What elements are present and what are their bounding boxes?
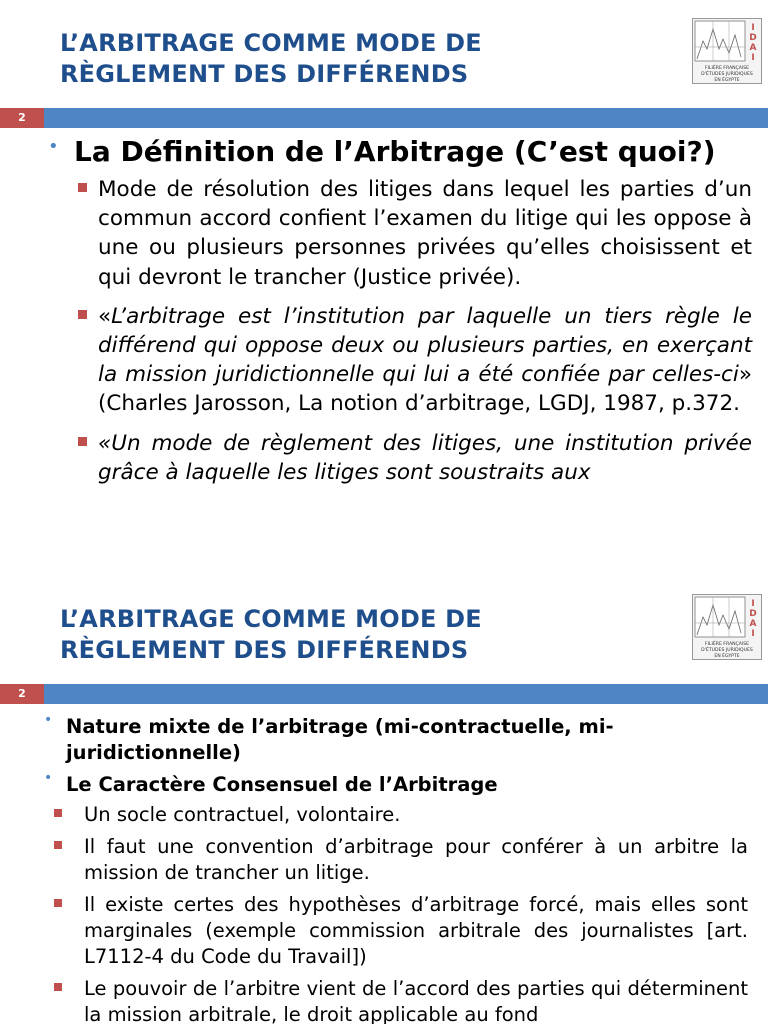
title-line-2: RÈGLEMENT DES DIFFÉRENDS (60, 60, 469, 88)
slide-content (0, 134, 768, 487)
svg-text:D: D (749, 33, 757, 43)
svg-text:I: I (751, 53, 755, 63)
list-item (0, 302, 768, 419)
second-quote: «Un mode de règlement des litiges, une institution privée grâce à laquelle les litiges sont soustraits aux (98, 430, 752, 485)
list-item (0, 892, 768, 970)
jarosson-quote: L’arbitrage est l’institution par laquelle un tiers règle le différend qui oppose deux ou plusieurs parties, en exerçant la mission juridictionnelle qui lui a été confiée par celles-ci (98, 303, 752, 388)
svg-text:FILIÈRE FRANÇAISE: FILIÈRE FRANÇAISE (704, 66, 750, 71)
slide-title (60, 604, 660, 666)
definition-heading: La Définition de l’Arbitrage (C’est quoi?) (74, 135, 716, 168)
square-bullet-icon (78, 310, 87, 319)
title-line-1: L’ARBITRAGE COMME MODE DE (60, 29, 482, 57)
list-item-text: Le pouvoir de l’arbitre vient de l’accord des parties qui déterminent la mission arbitrale, le droit applicable au fond (84, 977, 748, 1024)
heading-bullet (0, 772, 768, 798)
slide-number: 2 (0, 108, 44, 128)
svg-text:FILIÈRE FRANÇAISE: FILIÈRE FRANÇAISE (704, 642, 750, 647)
svg-text:A: A (749, 43, 757, 53)
quote-open: « (98, 303, 112, 329)
svg-text:I: I (751, 629, 755, 639)
list-item (0, 976, 768, 1024)
bullet-dot-icon: • (48, 136, 59, 157)
definition-text: Mode de résolution des litiges dans lequel les parties d’un commun accord confient l’examen du litige qui les oppose à une ou plusieurs personnes privées qu’elles choisissent et qui devront le trancher (Justice privée). (98, 177, 752, 290)
slide-content (0, 714, 768, 1024)
list-item (0, 429, 768, 487)
nature-heading: Nature mixte de l’arbitrage (mi-contractuelle, mi-juridictionnelle) (66, 715, 614, 764)
slide-2 (0, 588, 768, 1024)
svg-text:EN ÉGYPTE: EN ÉGYPTE (714, 654, 740, 659)
svg-text:D'ÉTUDES JURIDIQUES: D'ÉTUDES JURIDIQUES (701, 72, 753, 77)
jarosson-citation: » (Charles Jarosson, La notion d’arbitrage, LGDJ, 1987, p.372. (98, 362, 752, 417)
list-item (0, 175, 768, 292)
idai-logo (692, 594, 762, 660)
square-bullet-icon (54, 841, 62, 849)
slide-number: 2 (0, 684, 44, 704)
svg-text:I: I (751, 23, 755, 33)
idai-logo (692, 18, 762, 84)
list-item-text: Il existe certes des hypothèses d’arbitrage forcé, mais elles sont marginales (exemple commission arbitrale des journalistes [art. L7112-4 du Code du Travail]) (84, 893, 748, 968)
svg-text:D: D (749, 609, 757, 619)
list-item (0, 834, 768, 886)
bullet-dot-icon: • (44, 712, 53, 728)
list-item-text: Un socle contractuel, volontaire. (84, 803, 401, 826)
heading-bullet (0, 714, 768, 766)
square-bullet-icon (78, 183, 87, 192)
header-bar (0, 684, 768, 704)
svg-text:A: A (749, 619, 757, 629)
svg-text:I: I (751, 599, 755, 609)
square-bullet-icon (78, 437, 87, 446)
square-bullet-icon (54, 809, 62, 817)
heading-bullet (0, 134, 768, 169)
square-bullet-icon (54, 899, 62, 907)
title-line-2: RÈGLEMENT DES DIFFÉRENDS (60, 636, 469, 664)
svg-text:D'ÉTUDES JURIDIQUES: D'ÉTUDES JURIDIQUES (701, 648, 753, 653)
list-item-text: Il faut une convention d’arbitrage pour conférer à un arbitre la mission de trancher un litige. (84, 835, 748, 884)
title-line-1: L’ARBITRAGE COMME MODE DE (60, 605, 482, 633)
square-bullet-icon (54, 983, 62, 991)
header-bar (0, 108, 768, 128)
slide-title (60, 28, 660, 90)
list-item (0, 802, 768, 828)
bullet-dot-icon: • (44, 770, 53, 786)
consensual-heading: Le Caractère Consensuel de l’Arbitrage (66, 773, 498, 796)
svg-text:EN ÉGYPTE: EN ÉGYPTE (714, 78, 740, 83)
